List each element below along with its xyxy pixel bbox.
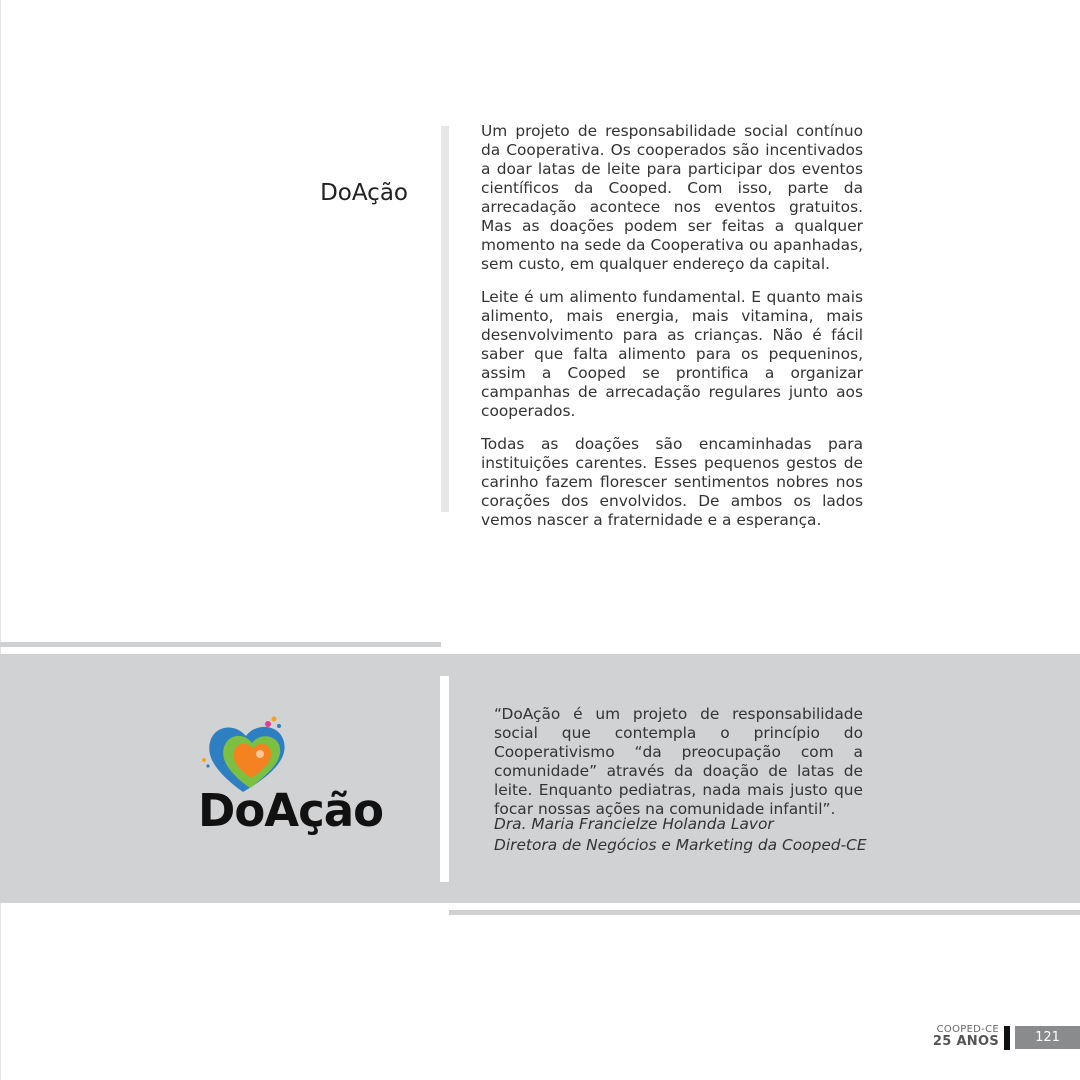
right-horizontal-rule [449, 910, 1080, 915]
footer-brand [933, 1024, 999, 1048]
page-left-edge [0, 0, 1, 1080]
body-paragraph-2: Leite é um alimento fundamental. E quanto mais alimento, mais energia, mais vitamina, mais desenvolvimento para as crianças. Não é fácil saber que falta alimento para os pequeninos, assim a Cooped se prontifica a organizar campanhas de arrecadação regulares junto aos cooperados. [481, 288, 863, 420]
dot-blue [277, 724, 281, 728]
page-number: 121 [1015, 1026, 1080, 1049]
body-paragraph-3: Todas as doações são encaminhadas para instituições carentes. Esses pequenos gestos de carinho fazem florescer sentimentos nobres nos corações dos envolvidos. De ambos os lados vemos nascer a fraternidade e a esperança. [481, 435, 863, 529]
footer-separator [1004, 1026, 1010, 1050]
body-paragraph-1: Um projeto de responsabilidade social contínuo da Cooperativa. Os cooperados são incentivados a doar latas de leite para participar dos eventos científicos da Cooped. Com isso, parte da arrecadação acontece nos eventos gratuitos. Mas as doações podem ser feitas a qualquer momento na sede da Cooperativa ou apanhadas, sem custo, em qualquer endereço da capital. [481, 122, 863, 273]
dot-orange [272, 717, 277, 722]
author-name: Dra. Maria Francielze Holanda Lavor [494, 815, 774, 833]
dot-pink [265, 721, 271, 727]
quote-author [494, 814, 867, 856]
footer-brand-years: 25 ANOS [932, 1034, 999, 1049]
quote-block [494, 705, 863, 819]
doacao-logo [198, 714, 388, 849]
left-horizontal-rule [0, 642, 441, 647]
dot-small-orange [202, 758, 206, 762]
quote-text: “DoAção é um projeto de responsabilidade social que contempla o princípio do Cooperativismo “da preocupação com a comunidade” através da doação de latas de leite. Enquanto pediatras, nada mais justo que focar nossas ações na comunidade infantil”. [494, 705, 863, 818]
dot-small-blue [206, 764, 209, 767]
logo-wordmark: DoAção [198, 784, 384, 837]
author-role: Diretora de Negócios e Marketing da Cooped-CE [494, 836, 867, 854]
top-vertical-divider [441, 126, 449, 512]
footer-brand-name: COOPED-CE [936, 1024, 999, 1035]
section-title: DoAção [320, 180, 408, 206]
bottom-vertical-divider [440, 676, 449, 882]
heart-highlight [256, 750, 264, 758]
body-text [481, 122, 863, 544]
